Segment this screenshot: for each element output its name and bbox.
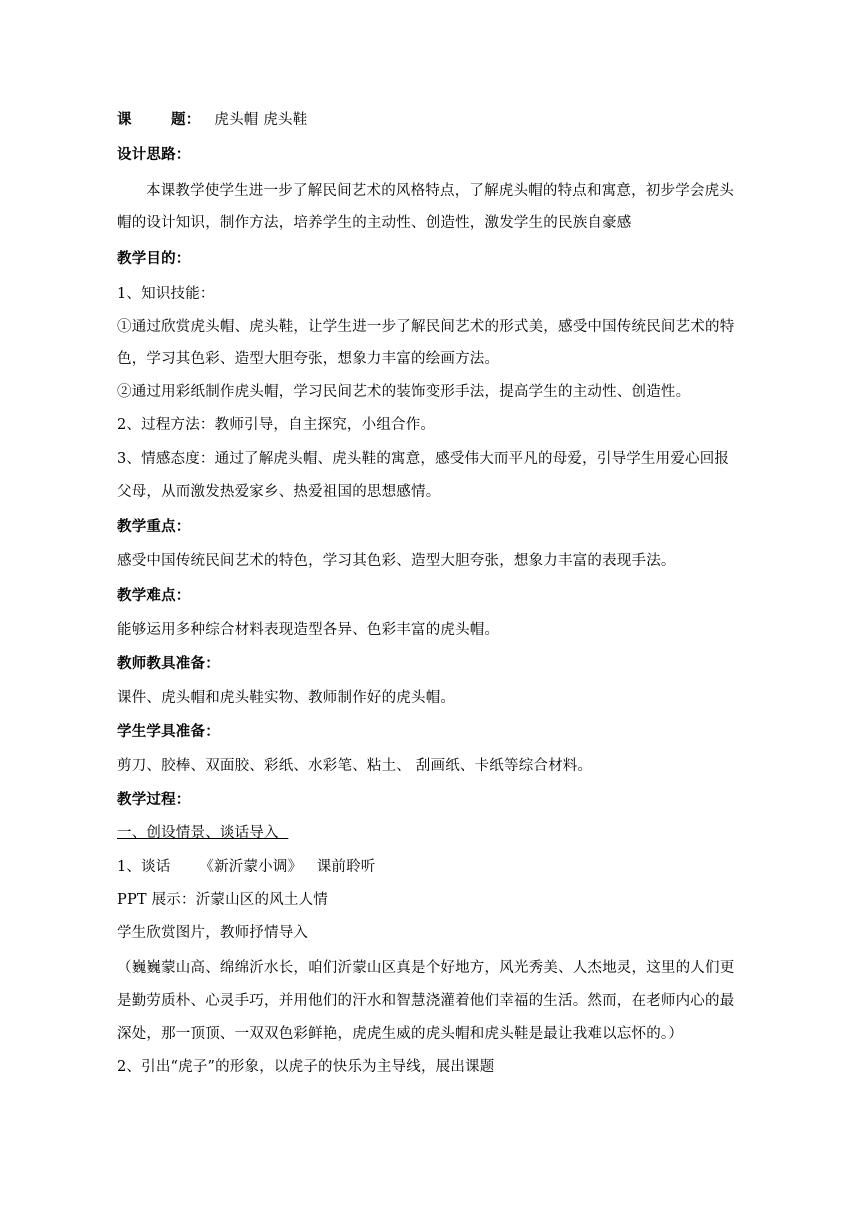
paragraph-line: 帽的设计知识，制作方法，培养学生的主动性、创造性，激发学生的民族自豪感 bbox=[117, 215, 632, 231]
heading-difficulties: 教学难点： bbox=[117, 588, 191, 604]
heading-student-materials: 学生学具准备： bbox=[117, 724, 220, 740]
paragraph-line: （巍巍蒙山高、绵绵沂水长，咱们沂蒙山区真是个好地方，风光秀美、人杰地灵，这里的人们更 bbox=[117, 960, 735, 976]
paragraph-line: 深处，那一顶顶、一双双色彩鲜艳，虎虎生威的虎头帽和虎头鞋是最让我难以忘怀的。） bbox=[117, 1026, 684, 1042]
heading-design-idea: 设计思路： bbox=[117, 147, 191, 163]
paragraph-line: PPT 展示：沂蒙山区的风土人情 bbox=[117, 892, 328, 908]
title-label-char-2: 题： bbox=[171, 112, 201, 128]
title-value: 虎头帽 虎头鞋 bbox=[214, 112, 308, 128]
paragraph-line: 1、谈话 《新沂蒙小调》 课前聆听 bbox=[117, 859, 376, 875]
paragraph-line: 色，学习其色彩、造型大胆夸张，想象力丰富的绘画方法。 bbox=[117, 351, 500, 367]
paragraph-line: ①通过欣赏虎头帽、虎头鞋，让学生进一步了解民间艺术的形式美，感受中国传统民间艺术的特 bbox=[117, 319, 735, 335]
heading-teacher-materials: 教师教具准备： bbox=[117, 656, 220, 672]
paragraph-line: 是勤劳质朴、心灵手巧，并用他们的汗水和智慧浇灌着他们幸福的生活。然而，在老师内心的最 bbox=[117, 993, 735, 1009]
section-heading-underlined: 一、创设情景、谈话导入 bbox=[117, 825, 289, 841]
paragraph-line: 感受中国传统民间艺术的特色，学习其色彩、造型大胆夸张，想象力丰富的表现手法。 bbox=[117, 553, 676, 569]
paragraph-line: 1、知识技能： bbox=[117, 286, 215, 302]
heading-key-points: 教学重点： bbox=[117, 519, 191, 535]
paragraph-line: 能够运用多种综合材料表现造型各异、色彩丰富的虎头帽。 bbox=[117, 622, 500, 638]
paragraph-line: 2、过程方法：教师引导，自主探究，小组合作。 bbox=[117, 417, 436, 433]
title-label-char-1: 课 bbox=[117, 112, 132, 128]
paragraph-line: 3、情感态度：通过了解虎头帽、虎头鞋的寓意，感受伟大而平凡的母爱，引导学生用爱心回报 bbox=[117, 451, 730, 467]
paragraph-line: 2、引出“虎子”的形象，以虎子的快乐为主导线，展出课题 bbox=[117, 1059, 495, 1075]
paragraph-line: 剪刀、胶棒、双面胶、彩纸、水彩笔、粘土、 刮画纸、卡纸等综合材料。 bbox=[117, 758, 593, 774]
heading-teaching-goals: 教学目的： bbox=[117, 251, 191, 267]
heading-teaching-process: 教学过程： bbox=[117, 792, 191, 808]
lesson-title bbox=[117, 110, 777, 130]
paragraph-line: 课件、虎头帽和虎头鞋实物、教师制作好的虎头帽。 bbox=[117, 690, 456, 706]
paragraph-line: 父母，从而激发热爱家乡、热爱祖国的思想感情。 bbox=[117, 484, 441, 500]
paragraph-line: 学生欣赏图片，教师抒情导入 bbox=[117, 925, 309, 941]
paragraph-line: ②通过用彩纸制作虎头帽，学习民间艺术的装饰变形手法，提高学生的主动性、创造性。 bbox=[117, 384, 691, 400]
paragraph-line: 本课教学使学生进一步了解民间艺术的风格特点，了解虎头帽的特点和寓意，初步学会虎头 bbox=[146, 183, 734, 199]
